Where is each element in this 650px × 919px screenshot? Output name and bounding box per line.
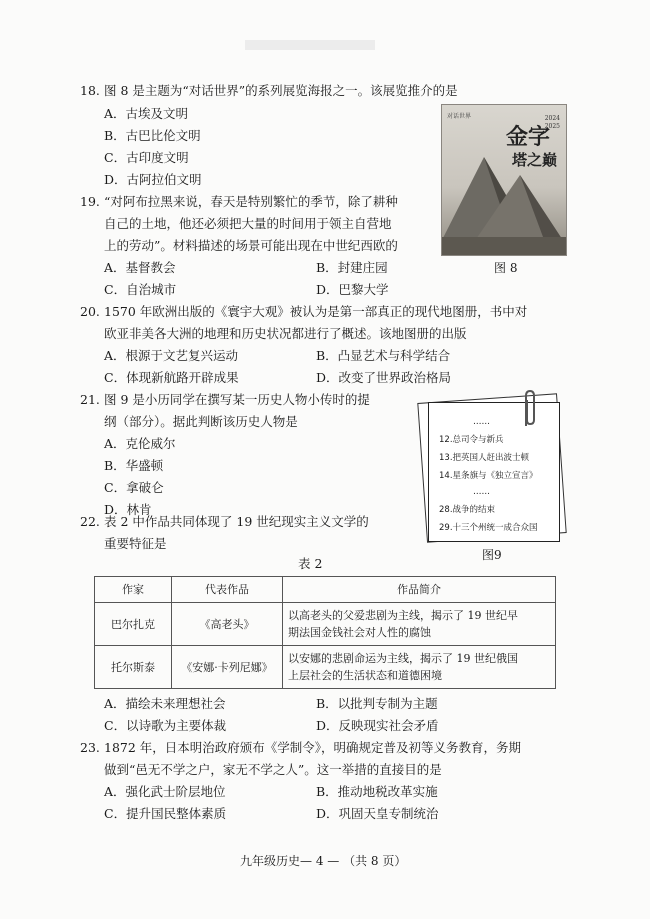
- q20-option-d: D．改变了世界政治格局: [316, 370, 452, 385]
- table-row: [95, 646, 556, 689]
- q22-stem-line2: 重要特征是: [104, 536, 167, 551]
- note-line: 12.总司令与新兵: [439, 435, 504, 445]
- table2-title: 表 2: [298, 556, 323, 571]
- q18-number: 18.: [80, 83, 100, 98]
- table-header-work: 代表作品: [172, 577, 283, 603]
- poster-years: 2024 2025: [544, 115, 560, 130]
- q21-stem-line1: 图 9 是小历同学在撰写某一历史人物小传时的提: [104, 392, 370, 407]
- q21-option-a: A．克伦威尔: [104, 436, 176, 451]
- table-header-intro: 作品简介: [283, 577, 556, 603]
- note-line: 13.把英国人赶出波士顿: [439, 453, 530, 463]
- q22-option-a: A．描绘未来理想社会: [104, 696, 226, 711]
- q23-number: 23.: [80, 740, 100, 755]
- q23-stem-line2: 做到“邑无不学之户，家无不学之人”。这一举措的直接目的是: [104, 762, 442, 777]
- note-line: 28.战争的结束: [439, 505, 496, 515]
- q18-stem: 图 8 是主题为“对话世界”的系列展览海报之一。该展览推介的是: [104, 83, 458, 98]
- q20-option-a: A．根源于文艺复兴运动: [104, 348, 239, 363]
- scan-mark: [245, 40, 375, 50]
- q18-option-c: C．古印度文明: [104, 150, 189, 165]
- paperclip-icon: [518, 388, 542, 430]
- q22-option-c: C．以诗歌为主要体裁: [104, 718, 227, 733]
- q18-option-a: A．古埃及文明: [104, 106, 189, 121]
- table-cell-author: 托尔斯泰: [95, 646, 172, 689]
- q21-number: 21.: [80, 392, 100, 407]
- note-line: ……: [473, 417, 490, 427]
- page-footer: 九年级历史— 4 — （共 8 页）: [240, 854, 407, 868]
- q19-stem-line2: 自己的土地，他还必须把大量的时间用于领主自营地: [104, 216, 392, 231]
- note-line: 14.星条旗与《独立宣言》: [439, 471, 538, 481]
- note-line: 29.十三个州统一成合众国: [439, 523, 538, 533]
- table2: [94, 576, 556, 689]
- note-line: ……: [473, 487, 490, 497]
- figure8-caption: 图 8: [494, 261, 518, 275]
- table-cell-intro: 以高老头的父爱悲剧为主线，揭示了 19 世纪早 期法国金钱社会对人性的腐蚀: [283, 603, 556, 646]
- q18-option-d: D．古阿拉伯文明: [104, 172, 202, 187]
- q20-number: 20.: [80, 304, 100, 319]
- q18-option-b: B．古巴比伦文明: [104, 128, 201, 143]
- poster-title: 金字 塔之巅: [506, 125, 558, 169]
- q23-option-a: A．强化武士阶层地位: [104, 784, 226, 799]
- q21-option-b: B．华盛顿: [104, 458, 164, 473]
- q20-stem-line2: 欧亚非美各大洲的地理和历史状况都进行了概述。该地图册的出版: [104, 326, 467, 341]
- table-header-row: [95, 577, 556, 603]
- q19-stem-line1: “对阿布拉黑来说，春天是特别繁忙的季节，除了耕种: [104, 194, 398, 209]
- q23-option-d: D．巩固天皇专制统治: [316, 806, 439, 821]
- table-cell-intro: 以安娜的悲剧命运为主线，揭示了 19 世纪俄国 上层社会的生活状态和道德困境: [283, 646, 556, 689]
- q21-option-d: D．林肯: [104, 502, 152, 517]
- q22-option-d: D．反映现实社会矛盾: [316, 718, 439, 733]
- q23-option-b: B．推动地税改革实施: [316, 784, 438, 799]
- q23-option-c: C．提升国民整体素质: [104, 806, 227, 821]
- q22-number: 22.: [80, 514, 100, 529]
- table-cell-work: 《高老头》: [172, 603, 283, 646]
- q21-option-c: C．拿破仑: [104, 480, 164, 495]
- q19-number: 19.: [80, 194, 100, 209]
- poster-header: 对话世界: [447, 113, 472, 120]
- figure8-poster: [441, 104, 567, 256]
- q22-option-b: B．以批判专制为主题: [316, 696, 438, 711]
- q19-option-b: B．封建庄园: [316, 260, 388, 275]
- q23-stem-line1: 1872 年，日本明治政府颁布《学制令》，明确规定普及初等义务教育，务期: [104, 740, 522, 755]
- table-cell-work: 《安娜·卡列尼娜》: [172, 646, 283, 689]
- q20-option-b: B．凸显艺术与科学结合: [316, 348, 451, 363]
- figure9-caption: 图9: [482, 548, 502, 562]
- q19-option-d: D．巴黎大学: [316, 282, 389, 297]
- q20-option-c: C．体现新航路开辟成果: [104, 370, 239, 385]
- table-header-author: 作家: [95, 577, 172, 603]
- table-cell-author: 巴尔扎克: [95, 603, 172, 646]
- q19-option-a: A．基督教会: [104, 260, 176, 275]
- q19-option-c: C．自治城市: [104, 282, 177, 297]
- table-row: [95, 603, 556, 646]
- q22-stem-line1: 表 2 中作品共同体现了 19 世纪现实主义文学的: [104, 514, 369, 529]
- q19-stem-line3: 上的劳动”。材料描述的场景可能出现在中世纪西欧的: [104, 238, 398, 253]
- q20-stem-line1: 1570 年欧洲出版的《寰宇大观》被认为是第一部真正的现代地图册，书中对: [104, 304, 528, 319]
- q21-stem-line2: 纲（部分）。据此判断该历史人物是: [104, 414, 298, 429]
